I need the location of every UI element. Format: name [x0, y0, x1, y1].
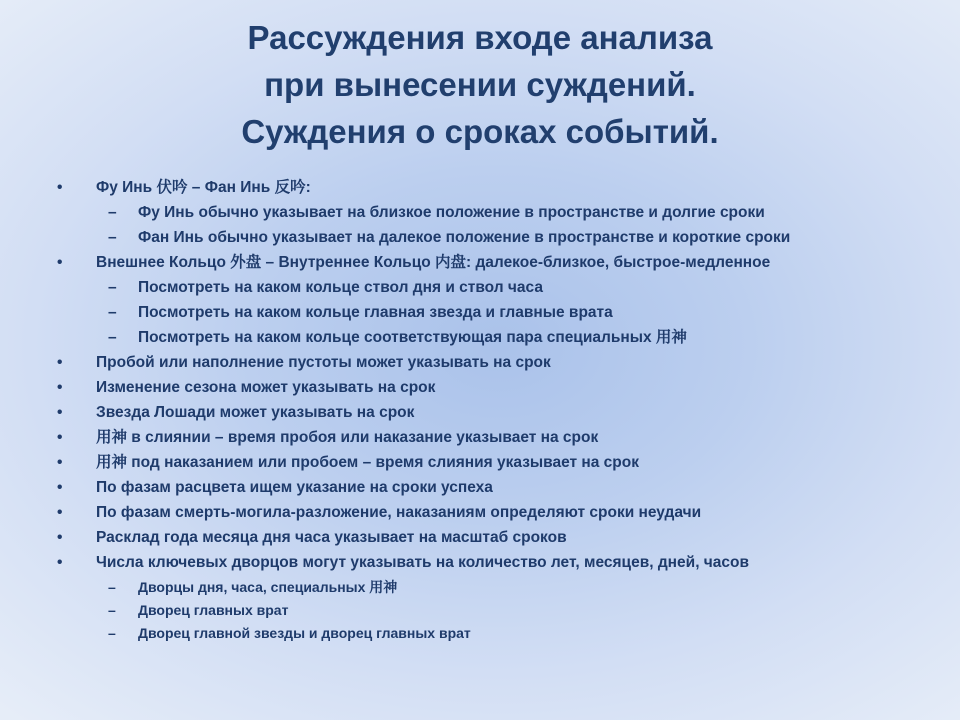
sub-bullet-item — [0, 275, 960, 300]
dash-marker: – — [108, 278, 117, 296]
bullet-item — [0, 550, 960, 575]
item-text: 用神 под наказанием или пробоем – время слияния указывает на срок — [96, 453, 639, 471]
bullet-item — [0, 450, 960, 475]
dash-marker: – — [108, 228, 117, 246]
sub-bullet-item — [0, 325, 960, 350]
bullet-item — [0, 250, 960, 275]
dash-marker: – — [108, 328, 117, 346]
sub-bullet-item — [0, 200, 960, 225]
item-text: Фу Инь обычно указывает на близкое положение в пространстве и долгие сроки — [138, 203, 765, 221]
bullet-item — [0, 350, 960, 375]
bullet-marker: • — [57, 528, 63, 546]
slide-title — [0, 14, 960, 155]
bullet-item — [0, 400, 960, 425]
item-text: Дворец главной звезды и дворец главных врат — [138, 624, 471, 641]
bullet-marker: • — [57, 403, 63, 421]
item-text: Дворцы дня, часа, специальных 用神 — [138, 578, 398, 595]
item-text: 用神 в слиянии – время пробоя или наказание указывает на срок — [96, 428, 599, 446]
dash-marker: – — [108, 578, 116, 595]
item-text: Пробой или наполнение пустоты может указывать на срок — [96, 353, 551, 371]
bullet-marker: • — [57, 453, 63, 471]
bullet-marker: • — [57, 253, 63, 271]
title-line-3: Суждения о сроках событий. — [241, 113, 719, 150]
bullet-item — [0, 175, 960, 200]
bullet-marker: • — [57, 428, 63, 446]
bullet-marker: • — [57, 503, 63, 521]
item-text: Посмотреть на каком кольце ствол дня и ствол часа — [138, 278, 543, 296]
bullet-marker: • — [57, 353, 63, 371]
bullet-marker: • — [57, 553, 63, 571]
item-text: Внешнее Кольцо 外盘 – Внутреннее Кольцо 内盘: далекое-близкое, быстрое-медленное — [96, 253, 771, 271]
sub-bullet-item — [0, 225, 960, 250]
bullet-marker: • — [57, 478, 63, 496]
dash-marker: – — [108, 303, 117, 321]
item-text: Звезда Лошади может указывать на срок — [96, 403, 415, 421]
item-text: Посмотреть на каком кольце главная звезда и главные врата — [138, 303, 613, 321]
item-text: По фазам расцвета ищем указание на сроки успеха — [96, 478, 493, 496]
bullet-item — [0, 475, 960, 500]
bullet-list — [0, 175, 960, 644]
item-text: Фу Инь 伏吟 – Фан Инь 反吟: — [96, 178, 311, 196]
bullet-marker: • — [57, 178, 63, 196]
bullet-item — [0, 525, 960, 550]
title-line-1: Рассуждения входе анализа — [247, 19, 713, 56]
item-text: Расклад года месяца дня часа указывает на масштаб сроков — [96, 528, 567, 546]
item-text: Дворец главных врат — [138, 601, 289, 618]
bullet-item — [0, 500, 960, 525]
item-text: Посмотреть на каком кольце соответствующая пара специальных 用神 — [138, 328, 687, 346]
dash-marker: – — [108, 203, 117, 221]
bullet-item — [0, 375, 960, 400]
title-line-2: при вынесении суждений. — [264, 66, 696, 103]
item-text: Фан Инь обычно указывает на далекое положение в пространстве и короткие сроки — [138, 228, 791, 246]
bullet-marker: • — [57, 378, 63, 396]
bullet-item — [0, 425, 960, 450]
dash-marker: – — [108, 601, 116, 618]
sub-bullet-item — [0, 598, 960, 621]
sub-bullet-item — [0, 575, 960, 598]
item-text: Изменение сезона может указывать на срок — [96, 378, 436, 396]
item-text: По фазам смерть-могила-разложение, наказаниям определяют сроки неудачи — [96, 503, 702, 521]
item-text: Числа ключевых дворцов могут указывать на количество лет, месяцев, дней, часов — [96, 553, 750, 571]
dash-marker: – — [108, 624, 116, 641]
sub-bullet-item — [0, 621, 960, 644]
sub-bullet-item — [0, 300, 960, 325]
